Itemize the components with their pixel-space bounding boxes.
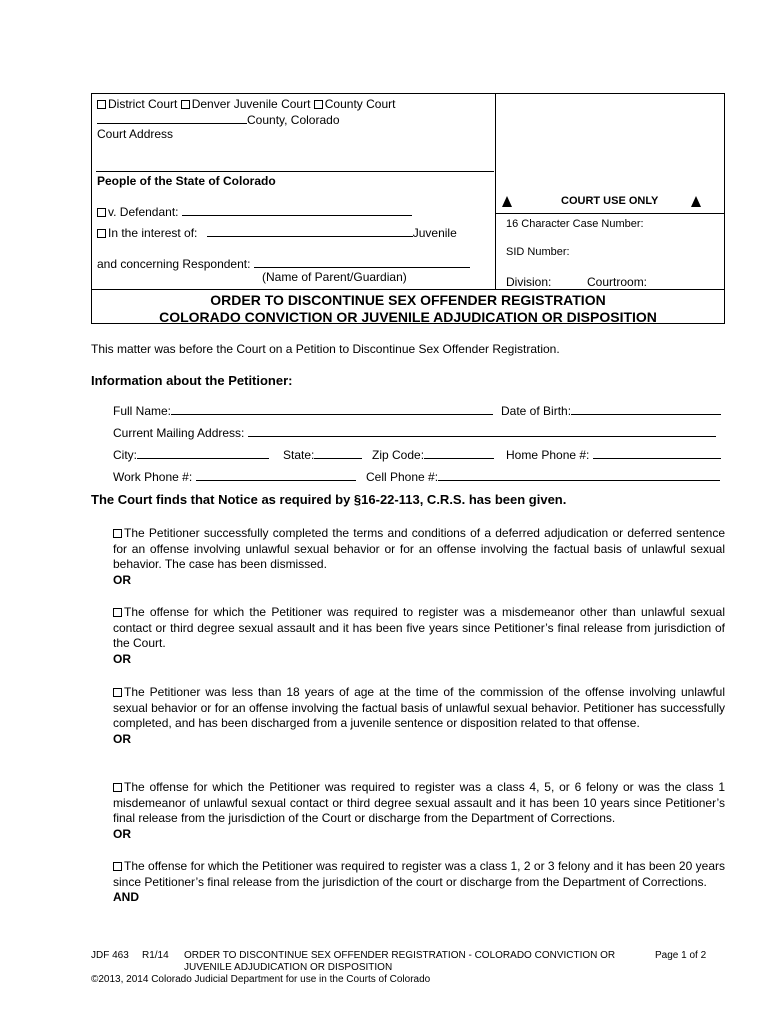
option-juvenile-conj: OR	[113, 731, 131, 746]
cell-phone-label: Cell Phone #:	[366, 470, 439, 484]
work-phone-field[interactable]	[196, 469, 356, 481]
dob-field[interactable]	[571, 403, 721, 415]
dob-row	[501, 403, 721, 418]
court-use-right-triangle	[691, 195, 701, 209]
court-type-row	[97, 97, 395, 111]
option-felony-456-conj: OR	[113, 826, 131, 841]
work-phone-label: Work Phone #:	[113, 470, 193, 484]
interest-field[interactable]	[207, 225, 413, 237]
footer-copyright: ©2013, 2014 Colorado Judicial Department for use in the Courts of Colorado	[91, 974, 431, 985]
option-felony-456	[113, 780, 725, 842]
county-field[interactable]	[97, 112, 247, 124]
denver-juvenile-checkbox[interactable]	[181, 100, 190, 109]
defendant-row	[97, 204, 412, 219]
option-juvenile-text: The Petitioner was less than 18 years of age at the time of the commission of the offense involving unlawful sexual behavior or for an offense involving the factual basis of unlawful sexual behavior. Petitioner has successfully completed, and has been discharged from a juvenile sentence or disposition related to that offense.	[113, 685, 725, 730]
district-court-checkbox[interactable]	[97, 100, 106, 109]
zip-label: Zip Code:	[372, 448, 425, 462]
caption-divider-vertical	[495, 93, 496, 290]
state-label: State:	[283, 448, 315, 462]
court-use-separator	[495, 213, 725, 214]
interest-checkbox[interactable]	[97, 229, 106, 238]
denver-juvenile-label: Denver Juvenile Court	[191, 97, 311, 111]
option-juvenile-checkbox[interactable]	[113, 688, 122, 697]
case-number-label: 16 Character Case Number:	[506, 218, 644, 230]
findings-heading: The Court finds that Notice as required by §16-22-113, C.R.S. has been given.	[91, 492, 567, 507]
footer-title-line1: ORDER TO DISCONTINUE SEX OFFENDER REGISTRATION - COLORADO CONVICTION OR	[184, 950, 616, 961]
intro-text: This matter was before the Court on a Petition to Discontinue Sex Offender Registration.	[91, 342, 560, 356]
sid-number-label: SID Number:	[506, 246, 570, 258]
defendant-checkbox[interactable]	[97, 208, 106, 217]
city-label: City:	[113, 448, 137, 462]
full-name-label: Full Name:	[113, 404, 172, 418]
city-row	[113, 447, 269, 462]
footer-title-line2: JUVENILE ADJUDICATION OR DISPOSITION	[184, 962, 393, 973]
footer-revision: R1/14	[142, 950, 169, 961]
home-phone-row	[506, 447, 721, 462]
district-court-label: District Court	[108, 97, 178, 111]
county-court-label: County Court	[324, 97, 396, 111]
option-felony-456-checkbox[interactable]	[113, 783, 122, 792]
form-title-line2: COLORADO CONVICTION OR JUVENILE ADJUDICATION OR DISPOSITION	[159, 309, 657, 325]
option-deferred-checkbox[interactable]	[113, 529, 122, 538]
option-misdemeanor-text: The offense for which the Petitioner was required to register was a misdemeanor other than unlawful sexual contact or third degree sexual assault and it has been five years since Petitioner’s final release from jurisdiction of the Court.	[113, 605, 725, 650]
option-juvenile	[113, 685, 725, 747]
option-misdemeanor-checkbox[interactable]	[113, 608, 122, 617]
county-suffix: County, Colorado	[247, 113, 340, 127]
dob-label: Date of Birth:	[501, 404, 572, 418]
option-felony-123	[113, 859, 725, 906]
option-misdemeanor	[113, 605, 725, 667]
caption-separator	[96, 171, 494, 172]
mailing-field[interactable]	[248, 425, 716, 437]
court-use-only-label: COURT USE ONLY	[561, 195, 659, 207]
parent-guardian-label: (Name of Parent/Guardian)	[262, 270, 407, 284]
juvenile-label: Juvenile	[412, 226, 457, 240]
zip-field[interactable]	[424, 447, 494, 459]
option-felony-123-conj: AND	[113, 890, 139, 904]
interest-row	[97, 225, 457, 240]
cell-phone-field[interactable]	[438, 469, 720, 481]
mailing-row	[113, 425, 716, 440]
option-felony-456-text: The offense for which the Petitioner was required to register was a class 4, 5, or 6 felony or was the class 1 misdemeanor of unlawful sexual contact or third degree sexual assault and it has been 10 years since Petitioner’s final release from the jurisdiction of the Court or discharge from the Department of Corrections.	[113, 780, 725, 825]
zip-row	[372, 447, 494, 462]
form-title-line1: ORDER TO DISCONTINUE SEX OFFENDER REGISTRATION	[210, 292, 606, 308]
court-use-left-triangle	[502, 195, 512, 209]
cell-phone-row	[366, 469, 720, 484]
state-field[interactable]	[314, 447, 362, 459]
home-phone-field[interactable]	[593, 447, 721, 459]
work-phone-row	[113, 469, 356, 484]
defendant-label: v. Defendant:	[108, 205, 179, 219]
option-felony-123-checkbox[interactable]	[113, 862, 122, 871]
option-felony-123-text: The offense for which the Petitioner was required to register was a class 1, 2 or 3 felony and it has been 20 years since Petitioner’s final release from the jurisdiction of the court or discharge from the Department of Corrections.	[113, 859, 725, 889]
division-label: Division:	[506, 275, 552, 289]
full-name-row	[113, 403, 493, 418]
defendant-field[interactable]	[182, 204, 412, 216]
option-deferred-conj: OR	[113, 572, 131, 587]
state-row	[283, 447, 362, 462]
option-deferred	[113, 526, 725, 588]
home-phone-label: Home Phone #:	[506, 448, 590, 462]
respondent-field[interactable]	[254, 256, 470, 268]
footer-page-number: Page 1 of 2	[655, 950, 707, 961]
option-misdemeanor-conj: OR	[113, 651, 131, 666]
city-field[interactable]	[137, 447, 269, 459]
county-court-checkbox[interactable]	[314, 100, 323, 109]
full-name-field[interactable]	[171, 403, 493, 415]
option-deferred-text: The Petitioner successfully completed the terms and conditions of a deferred adjudication or deferred sentence for an offense involving unlawful sexual behavior or for an offense involving the factual basis of unlawful sexual behavior. The case has been dismissed.	[113, 526, 725, 571]
caption-divider-horizontal	[91, 289, 725, 290]
respondent-row	[97, 256, 470, 271]
people-label: People of the State of Colorado	[97, 174, 276, 188]
interest-label: In the interest of:	[108, 226, 198, 240]
petitioner-heading: Information about the Petitioner:	[91, 373, 293, 388]
respondent-label: and concerning Respondent:	[97, 257, 251, 271]
mailing-label: Current Mailing Address:	[113, 426, 245, 440]
court-address-label: Court Address	[97, 127, 174, 141]
courtroom-label: Courtroom:	[587, 275, 648, 289]
footer-form-id: JDF 463	[91, 950, 129, 961]
county-row	[97, 112, 340, 127]
